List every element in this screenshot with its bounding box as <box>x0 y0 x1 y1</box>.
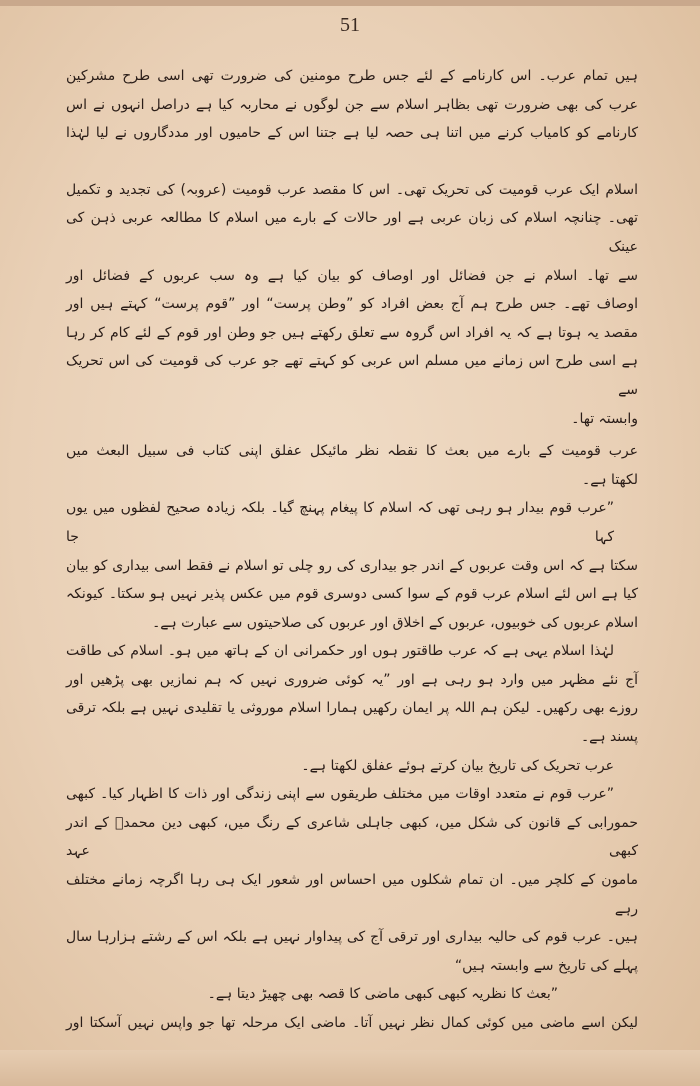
page-body <box>66 62 638 1038</box>
paragraph-4 <box>66 637 638 751</box>
text-line: اسلام عربوں کی خوبیوں، عربوں کے اخلاق اور عربوں کی صلاحیتوں سے عبارت ہے۔ <box>152 614 638 631</box>
text-line: روزے بھی رکھیں۔ لیکن ہم اللہ پر ایمان رکھیں ہمارا اسلام موروثی یا تقلیدی نہیں ہے بلکہ ترقی <box>66 700 638 717</box>
text-line: پسند ہے۔ <box>580 729 638 746</box>
text-line: عرب کی بھی ضرورت تھی بظاہر اسلام سے جن لوگوں نے محاربہ کیا ہے دراصل انہوں نے اس <box>66 96 638 113</box>
quote-1 <box>66 494 638 637</box>
text-line: وابستہ تھا۔ <box>571 410 638 427</box>
page-bottom-edge <box>0 1050 700 1086</box>
text-line: لکھتا ہے۔ <box>582 471 638 488</box>
text-line: اوصاف تھے۔ جس طرح ہم آج بعض افراد کو ”وطن پرست“ اور ”قوم پرست“ کہتے ہیں اور <box>66 296 638 313</box>
text-line: سکتا ہے کہ اس وقت عربوں کے اندر جو بیداری کی رو چلی تو اسلام نے فقط اسی بیداری کو بیان <box>66 557 638 574</box>
text-line: آج نئے مظہر میں وارد ہو رہی ہے اور ”یہ کوئی ضروری نہیں کہ ہم نمازیں بھی پڑھیں اور <box>66 671 638 688</box>
text-line: اسلام ایک عرب قومیت کی تحریک تھی۔ اس کا مقصد عرب قومیت (عروبہ) کی تجدید و تکمیل <box>66 181 638 198</box>
text-line: عرب تحریک کی تاریخ بیان کرتے ہوئے عفلق لکھتا ہے۔ <box>301 757 614 774</box>
quote-2 <box>66 780 638 980</box>
text-line: ہے اسی طرح اس زمانے میں مسلم اس عربی کو کہتے تھے جو عرب کی قومیت کی اس تحریک سے <box>66 353 638 398</box>
text-line: کارنامے کو کامیاب کرنے میں اتنا ہی حصہ لیا ہے جتنا اس کے حامیوں اور مددگاروں نے لیا لہٰذا <box>66 125 638 142</box>
paragraph-5 <box>66 752 638 781</box>
quote-3 <box>66 980 638 1009</box>
text-line: تھی۔ چنانچہ اسلام کی زبان عربی ہے اور حالات کے بارے میں اسلام کا مطالعہ عربی ذہن کی عینک <box>66 210 638 255</box>
text-line: عرب قومیت کے بارے میں بعث کا نقطہ نظر مائیکل عفلق اپنی کتاب فی سبیل البعث میں <box>66 443 638 460</box>
paragraph-6 <box>66 1009 638 1038</box>
text-line: ہیں۔ عرب قوم کی حالیہ بیداری اور ترقی آج کی پیداوار نہیں ہے بلکہ اس کے رشتے ہزارہا سال <box>66 929 638 946</box>
text-line: ”عرب قوم نے متعدد اوقات میں مختلف طریقوں سے اپنی زندگی اور ذات کا اظہار کیا۔ کبھی <box>66 786 614 803</box>
text-line: پہلے کی تاریخ سے وابستہ ہیں“ <box>454 957 638 974</box>
text-line: کیا ہے اس لئے اسلام عرب قوم کے سوا کسی دوسری قوم میں عکس پذیر نہیں ہو سکتا۔ کیونکہ <box>66 586 638 603</box>
text-line: ”بعث کا نظریہ کبھی کبھی ماضی کا قصہ بھی چھیڑ دیتا ہے۔ <box>207 986 558 1003</box>
text-line: لیکن اسے ماضی میں کوئی کمال نظر نہیں آتا۔ ماضی ایک مرحلہ تھا جو واپس نہیں آسکتا اور <box>66 1015 638 1031</box>
page-top-edge <box>0 0 700 6</box>
text-line: مامون کے کلچر میں۔ ان تمام شکلوں میں احساس اور شعور ایک ہی رہا اگرچہ زمانے مختلف رہے <box>66 872 638 917</box>
paragraph-3 <box>66 437 638 494</box>
paragraph-1 <box>66 62 638 148</box>
text-line: ہیں تمام عرب۔ اس کارنامے کے لئے جس طرح مومنین کی ضرورت تھی اسی طرح مشرکین <box>66 68 638 84</box>
text-line: سے تھا۔ اسلام نے جن فضائل اور اوصاف کو بیان کیا ہے وہ سب عربوں کے فضائل اور <box>66 267 638 284</box>
text-line: مقصد یہ ہوتا ہے کہ یہ افراد اس گروہ سے تعلق رکھتے ہیں جو وطن اور قوم کے لئے کام کر رہا <box>66 324 638 341</box>
page-number: 51 <box>340 14 360 36</box>
paragraph-2 <box>66 176 638 433</box>
text-line: ”عرب قوم بیدار ہو رہی تھی کہ اسلام کا پیغام پہنچ گیا۔ بلکہ زیادہ صحیح لفظوں میں یوں کہا جا <box>66 500 614 545</box>
text-line: حمورابی کے قانون کی شکل میں، کبھی جاہلی شاعری کے رنگ میں، کبھی دین محمدؐ کے اندر کبھی عہد <box>66 814 638 860</box>
text-line: لہٰذا اسلام یہی ہے کہ عرب طاقتور ہوں اور حکمرانی ان کے ہاتھ میں ہو۔ اسلام کی طاقت <box>66 643 614 660</box>
